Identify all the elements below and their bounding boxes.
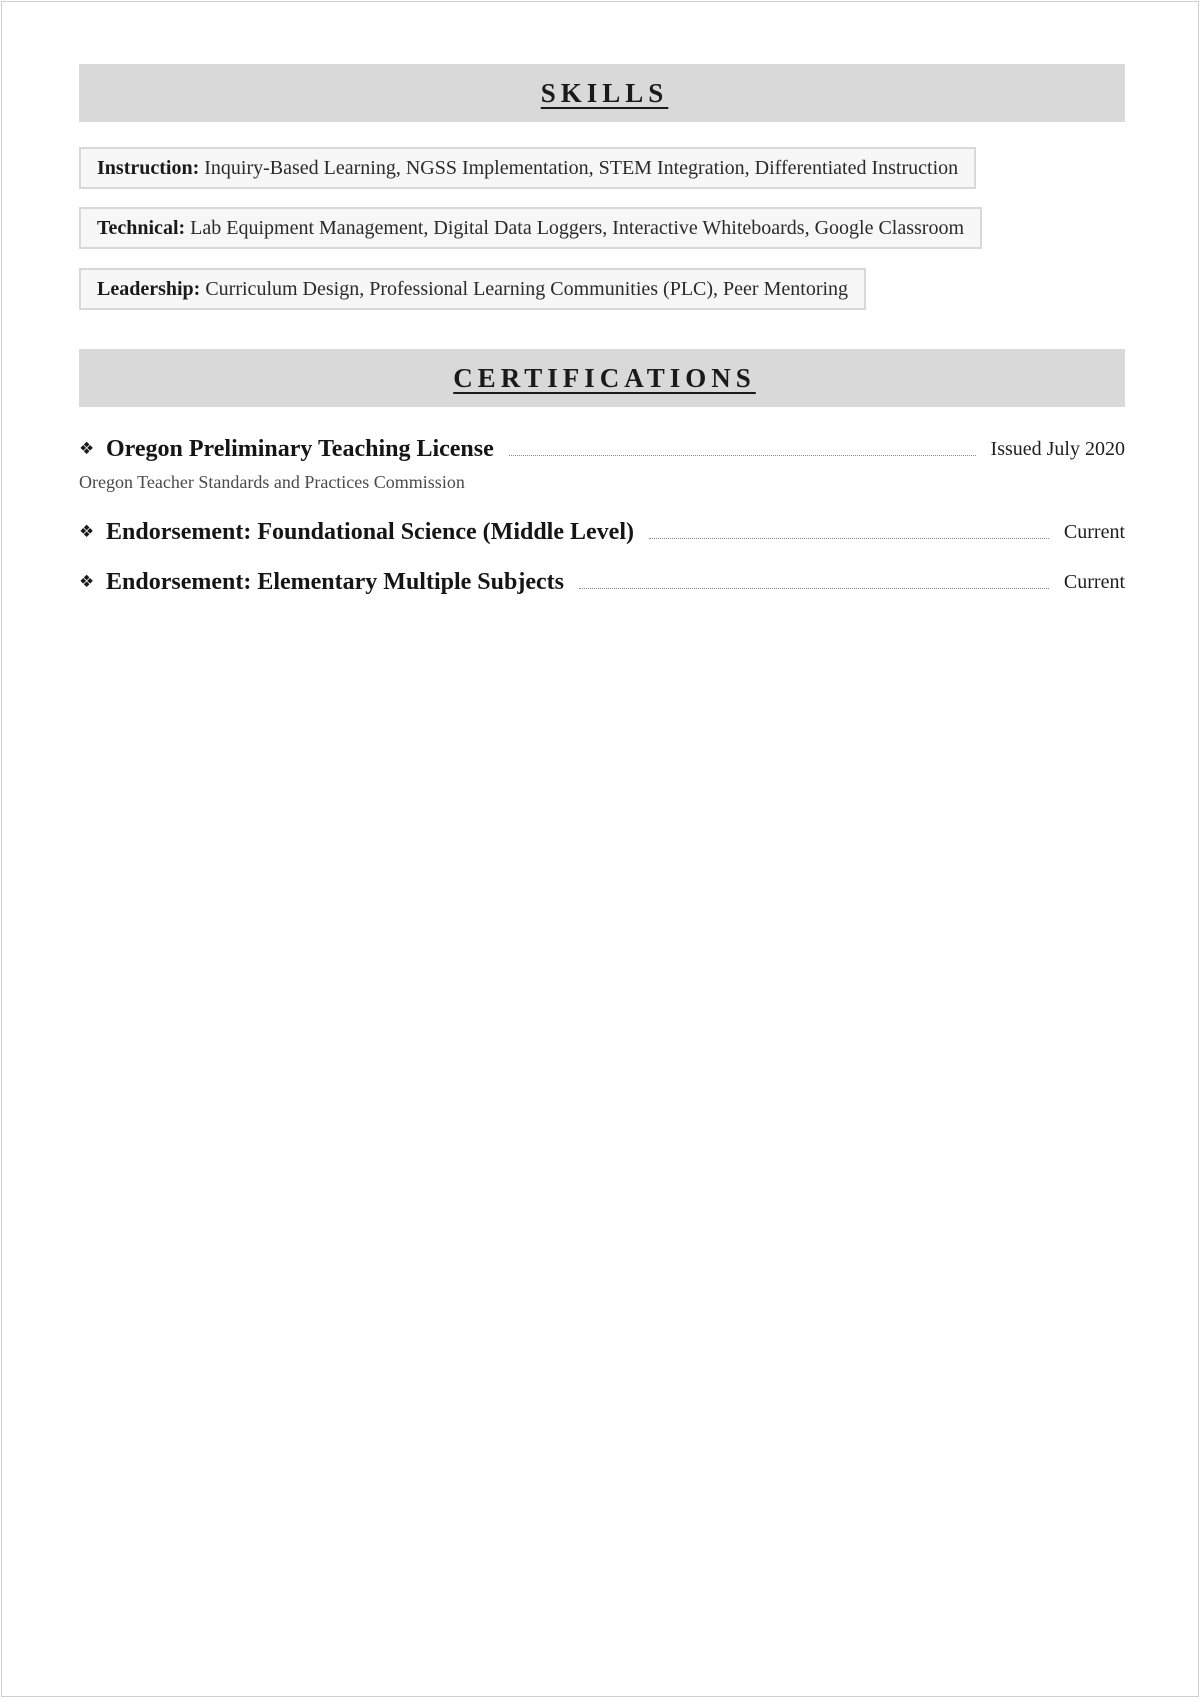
diamond-bullet-icon: ❖ (79, 439, 95, 459)
diamond-bullet-icon: ❖ (79, 522, 95, 542)
certification-date: Current (1063, 520, 1125, 543)
certification-date: Issued July 2020 (990, 437, 1125, 460)
dotted-leader (649, 538, 1049, 539)
certification-item (79, 432, 1125, 466)
certification-issuer: Oregon Teacher Standards and Practices Commission (79, 472, 465, 492)
certification-item (79, 515, 1125, 549)
certification-name: Endorsement: Elementary Multiple Subjects (106, 568, 564, 595)
dotted-leader (509, 455, 976, 456)
dotted-leader (579, 588, 1049, 589)
certification-item (79, 565, 1125, 599)
skill-category-label: Technical: (97, 216, 186, 239)
certification-date: Current (1063, 570, 1125, 593)
skill-category-leadership (79, 268, 866, 310)
resume-page (1, 1, 1199, 1697)
certification-name: Oregon Preliminary Teaching License (106, 435, 494, 462)
skill-category-technical (79, 207, 982, 249)
skills-section-header (79, 64, 1125, 122)
skill-category-text: Lab Equipment Management, Digital Data Loggers, Interactive Whiteboards, Google Classroom (190, 216, 965, 239)
certifications-section-title: CERTIFICATIONS (453, 362, 756, 393)
certifications-section-header (79, 349, 1125, 407)
skill-category-text: Inquiry-Based Learning, NGSS Implementation, STEM Integration, Differentiated Instruction (204, 156, 959, 179)
skill-category-instruction (79, 147, 976, 189)
certification-name: Endorsement: Foundational Science (Middle Level) (106, 518, 634, 545)
skill-category-label: Leadership: (97, 277, 201, 300)
skills-section-title: SKILLS (540, 77, 669, 108)
diamond-bullet-icon: ❖ (79, 572, 95, 592)
skill-category-label: Instruction: (97, 156, 200, 179)
skill-category-text: Curriculum Design, Professional Learning Communities (PLC), Peer Mentoring (205, 277, 849, 300)
